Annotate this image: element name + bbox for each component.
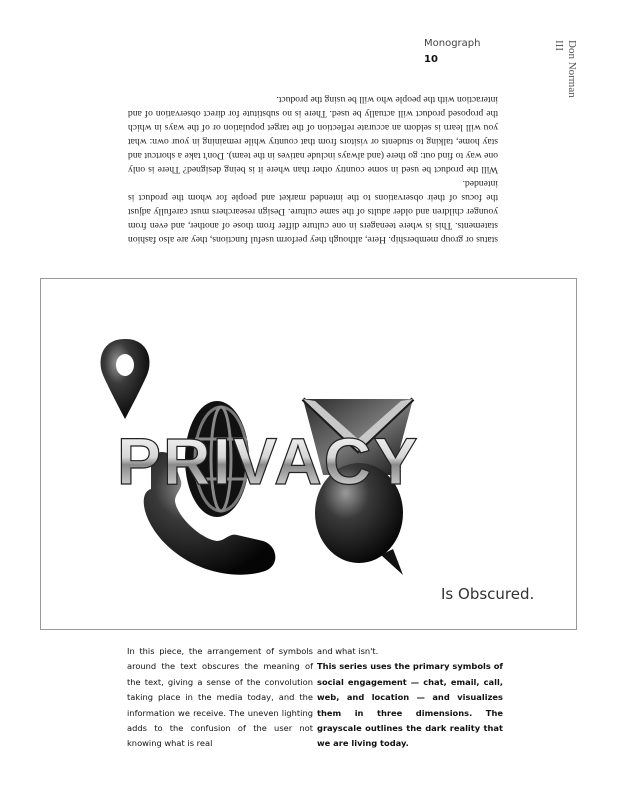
running-header-section: Monograph xyxy=(424,38,481,49)
artwork-word: PRIVACY xyxy=(117,424,420,498)
page-number: 10 xyxy=(424,54,438,65)
flipped-paragraph: status or group membership. Here, although they perform useful functions, they are also fashion statements. This is where teenagers in one culture differ from those of another, and even from younger children and older adults of the same culture. Design researchers must carefully adjust the focus of their observations to the intended market and people for whom the product is intended. xyxy=(128,178,498,245)
running-author: Don Norman xyxy=(566,40,578,98)
body-paragraph-bold: This series uses the primary symbols of social engagement — chat, email, call, web, and location — and visualizes them in three dimensions. The grayscale outlines the dark reality that we are living today. xyxy=(317,661,503,749)
chapter-number: III xyxy=(553,40,565,51)
body-paragraph: In this piece, the arrangement of symbols around the text obscures the meaning of the text, giving a sense of the convolution taking place in the media today, and the information we receive. The uneven lighting adds to the confusion of the user not knowing what is real xyxy=(127,646,313,749)
location-icon xyxy=(101,339,150,419)
privacy-artwork-figure xyxy=(40,278,577,630)
flipped-paragraph: Will the product be used in some country other than where it is being designed? There is only one way to find out: go there (and always include natives in the team). Don't take a shortcut and stay home, talking to students or visitors from that country while remaining in your own: what you will learn is seldom an accurate reflection of the target population or of the ways in which the proposed product will actually be used. There is no substitute for direct observation of and interaction with the people who will be using the product. xyxy=(128,94,498,175)
upside-down-text-block xyxy=(128,92,498,246)
body-paragraph-end: and what isn't. xyxy=(317,646,379,656)
body-column-left xyxy=(127,644,313,752)
body-column-right xyxy=(317,644,503,752)
artwork-caption: Is Obscured. xyxy=(441,585,535,603)
privacy-artwork xyxy=(41,279,576,629)
